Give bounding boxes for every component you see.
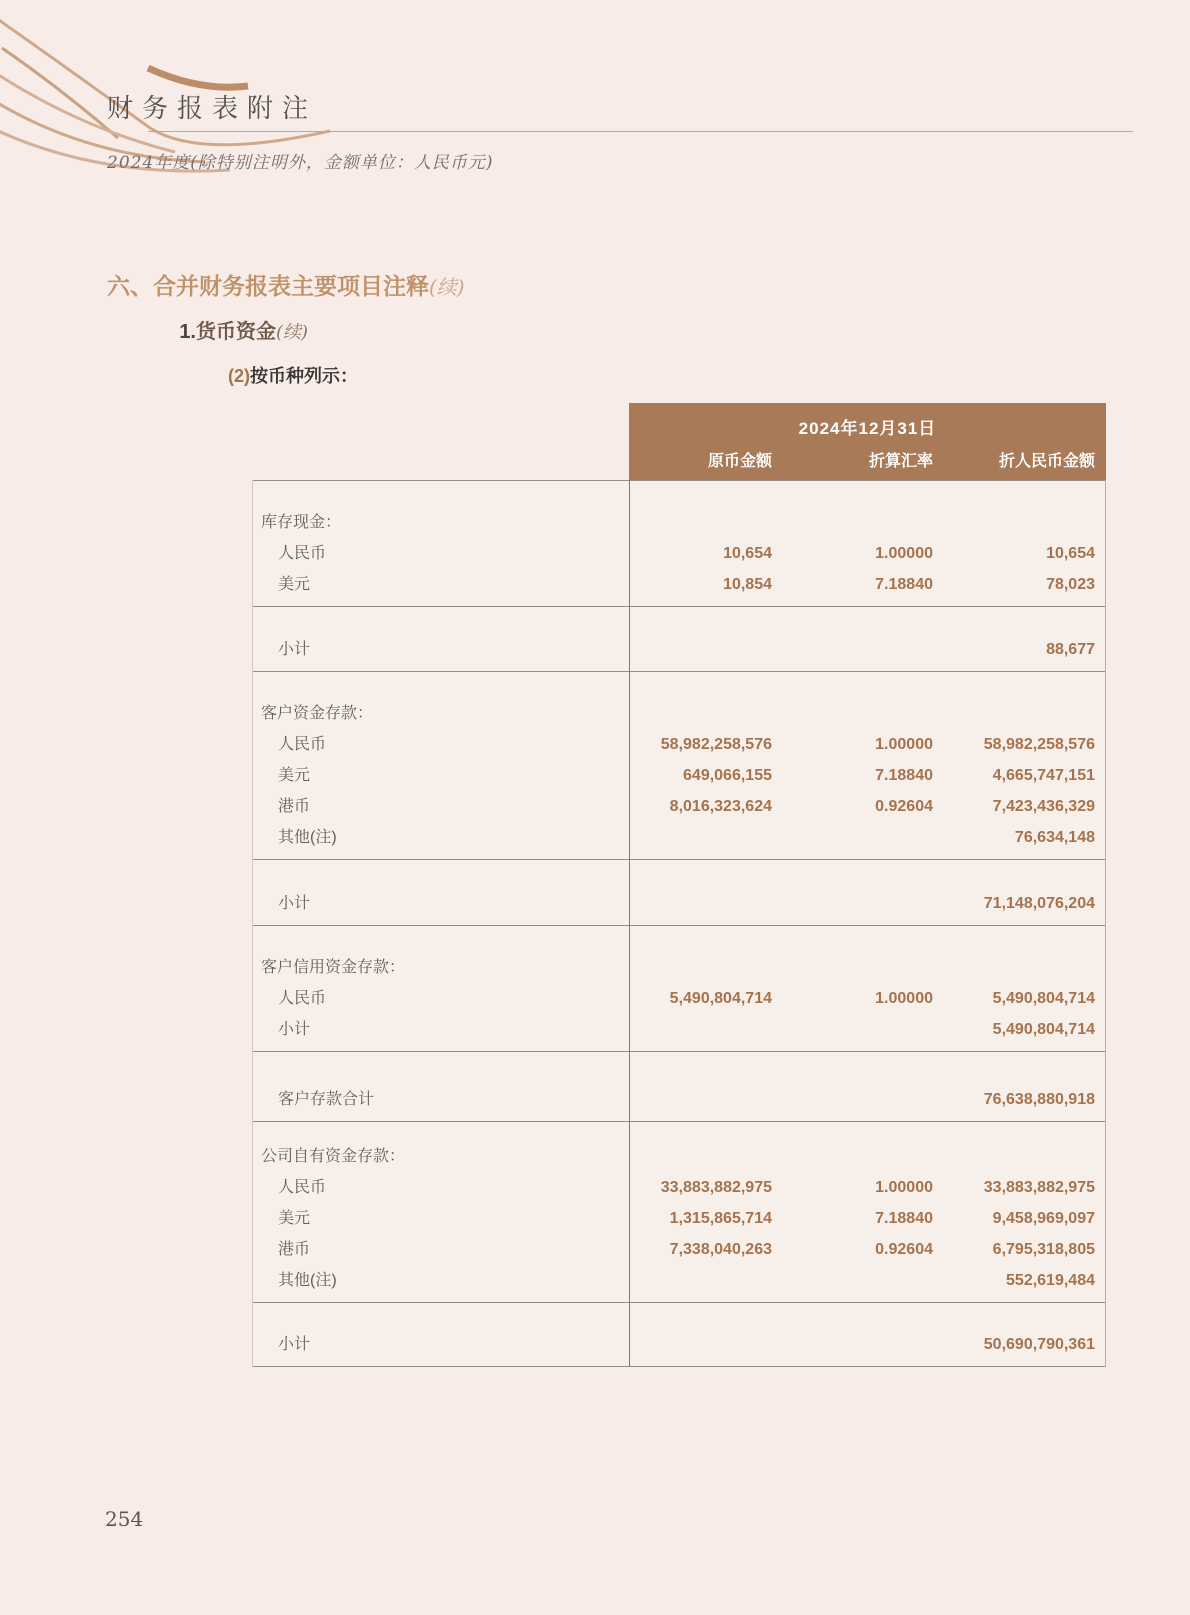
row-label: 小计 — [278, 1021, 311, 1038]
table-row — [252, 760, 1106, 791]
table-row — [252, 791, 1106, 822]
table-left-border — [252, 480, 253, 1367]
table-row — [252, 729, 1106, 760]
cell-rmb-amount — [933, 507, 1095, 538]
cell-original-amount — [629, 1265, 772, 1296]
cell-original-amount: 1,315,865,714 — [669, 1210, 772, 1227]
row-label: 人民币 — [278, 736, 327, 753]
row-label: 公司自有资金存款： — [261, 1148, 406, 1165]
cell-exchange-rate: 1.00000 — [875, 1179, 933, 1196]
cell-original-amount — [629, 822, 772, 853]
cell-rmb-amount: 71,148,076,204 — [983, 895, 1095, 912]
cell-exchange-rate: 0.92604 — [875, 1241, 933, 1258]
row-label: 人民币 — [278, 1179, 327, 1196]
cell-original-amount — [629, 952, 772, 983]
cell-exchange-rate — [772, 1265, 933, 1296]
cell-original-amount — [629, 698, 772, 729]
row-label: 其他(注) — [278, 829, 337, 846]
cell-rmb-amount: 76,638,880,918 — [983, 1091, 1095, 1108]
subsection-heading — [152, 315, 308, 344]
cell-original-amount: 58,982,258,576 — [660, 736, 772, 753]
cell-rmb-amount: 50,690,790,361 — [983, 1336, 1095, 1353]
row-label: 小计 — [278, 1336, 311, 1353]
table-row — [252, 569, 1106, 600]
table-row — [252, 1014, 1106, 1045]
row-label: 美元 — [278, 1210, 311, 1227]
page-title: 财务报表附注 — [107, 94, 318, 124]
table-section — [252, 925, 1106, 1051]
table-section — [252, 606, 1106, 671]
cell-original-amount — [629, 1141, 772, 1172]
cell-original-amount: 10,854 — [723, 576, 772, 593]
table-row — [252, 507, 1106, 538]
subsection-number: 1. — [179, 321, 196, 343]
cell-exchange-rate: 0.92604 — [875, 798, 933, 815]
table-section — [252, 480, 1106, 606]
row-label: 小计 — [278, 641, 311, 658]
page-subtitle: 2024年度(除特别注明外，金额单位：人民币元) — [107, 153, 494, 173]
table-section — [252, 859, 1106, 925]
row-label: 客户资金存款： — [261, 705, 374, 722]
table-section — [252, 1121, 1106, 1302]
column-header-rmb-amount: 折人民币金额 — [998, 453, 1095, 470]
section-heading-text: 六、合并财务报表主要项目注释 — [107, 273, 429, 299]
table-row — [252, 1141, 1106, 1172]
cell-original-amount — [629, 888, 772, 919]
cell-exchange-rate: 7.18840 — [875, 767, 933, 784]
cell-exchange-rate: 7.18840 — [875, 1210, 933, 1227]
list-heading-number: (2) — [228, 366, 250, 386]
table-row — [252, 952, 1106, 983]
subsection-heading-continued: (续) — [276, 322, 309, 343]
table-row — [252, 1084, 1106, 1115]
cell-rmb-amount: 6,795,318,805 — [992, 1241, 1095, 1258]
cell-rmb-amount: 76,634,148 — [1014, 829, 1095, 846]
cell-original-amount: 33,883,882,975 — [660, 1179, 772, 1196]
cell-exchange-rate: 7.18840 — [875, 576, 933, 593]
table-row — [252, 1329, 1106, 1360]
cell-exchange-rate: 1.00000 — [875, 736, 933, 753]
cell-exchange-rate — [772, 952, 933, 983]
table-row — [252, 538, 1106, 569]
column-header-exchange-rate: 折算汇率 — [868, 453, 933, 470]
table-row — [252, 983, 1106, 1014]
table-row — [252, 1265, 1106, 1296]
row-label: 其他(注) — [278, 1272, 337, 1289]
cell-exchange-rate — [772, 1084, 933, 1115]
cell-rmb-amount: 58,982,258,576 — [983, 736, 1095, 753]
cell-original-amount — [629, 634, 772, 665]
cell-original-amount — [629, 1329, 772, 1360]
header-rule — [148, 131, 1133, 132]
cell-original-amount: 5,490,804,714 — [669, 990, 772, 1007]
cell-original-amount: 10,654 — [723, 545, 772, 562]
cell-rmb-amount: 552,619,484 — [1006, 1272, 1095, 1289]
cell-original-amount: 649,066,155 — [683, 767, 772, 784]
cell-exchange-rate: 1.00000 — [875, 990, 933, 1007]
row-label: 小计 — [278, 895, 311, 912]
cell-rmb-amount: 10,654 — [1046, 545, 1095, 562]
table-row — [252, 1203, 1106, 1234]
cell-exchange-rate — [772, 1141, 933, 1172]
cell-original-amount — [629, 507, 772, 538]
cell-rmb-amount: 88,677 — [1046, 641, 1095, 658]
cell-rmb-amount — [933, 698, 1095, 729]
table-section — [252, 1051, 1106, 1121]
page-number: 254 — [105, 1507, 144, 1531]
row-label: 库存现金： — [261, 514, 342, 531]
cell-exchange-rate — [772, 507, 933, 538]
table-right-border — [1105, 480, 1106, 1367]
table-section — [252, 671, 1106, 859]
table-row — [252, 1172, 1106, 1203]
list-heading-text: 按币种列示： — [250, 366, 358, 386]
cell-exchange-rate: 1.00000 — [875, 545, 933, 562]
row-label: 人民币 — [278, 545, 327, 562]
cell-rmb-amount: 5,490,804,714 — [992, 1021, 1095, 1038]
table-column-divider — [629, 480, 630, 1367]
table-row — [252, 1234, 1106, 1265]
table-date-header: 2024年12月31日 — [798, 419, 937, 438]
row-label: 港币 — [278, 1241, 311, 1258]
cell-original-amount: 7,338,040,263 — [669, 1241, 772, 1258]
cell-original-amount — [629, 1084, 772, 1115]
row-label: 客户信用资金存款： — [261, 959, 406, 976]
list-heading — [198, 362, 358, 388]
table-column-headers — [629, 448, 1106, 471]
cell-rmb-amount — [933, 1141, 1095, 1172]
row-label: 人民币 — [278, 990, 327, 1007]
table-body — [252, 480, 1106, 1367]
table-header — [629, 403, 1106, 480]
cell-exchange-rate — [772, 822, 933, 853]
cell-original-amount: 8,016,323,624 — [669, 798, 772, 815]
row-label: 客户存款合计 — [278, 1091, 375, 1108]
cell-rmb-amount: 7,423,436,329 — [992, 798, 1095, 815]
cell-exchange-rate — [772, 1014, 933, 1045]
cell-rmb-amount: 9,458,969,097 — [992, 1210, 1095, 1227]
section-heading-continued: (续) — [429, 275, 465, 299]
table-row — [252, 888, 1106, 919]
cell-rmb-amount: 5,490,804,714 — [992, 990, 1095, 1007]
cell-exchange-rate — [772, 1329, 933, 1360]
cell-rmb-amount: 78,023 — [1046, 576, 1095, 593]
table-row — [252, 634, 1106, 665]
cell-original-amount — [629, 1014, 772, 1045]
row-label: 港币 — [278, 798, 311, 815]
table-section — [252, 1302, 1106, 1367]
row-label: 美元 — [278, 767, 311, 784]
section-heading — [107, 268, 465, 301]
cell-rmb-amount: 4,665,747,151 — [992, 767, 1095, 784]
table-row — [252, 822, 1106, 853]
table-row — [252, 698, 1106, 729]
column-header-original-amount: 原币金额 — [707, 453, 772, 470]
cell-exchange-rate — [772, 634, 933, 665]
cell-exchange-rate — [772, 698, 933, 729]
cell-rmb-amount: 33,883,882,975 — [983, 1179, 1095, 1196]
cell-exchange-rate — [772, 888, 933, 919]
row-label: 美元 — [278, 576, 311, 593]
cell-rmb-amount — [933, 952, 1095, 983]
subsection-heading-text: 货币资金 — [196, 321, 276, 343]
